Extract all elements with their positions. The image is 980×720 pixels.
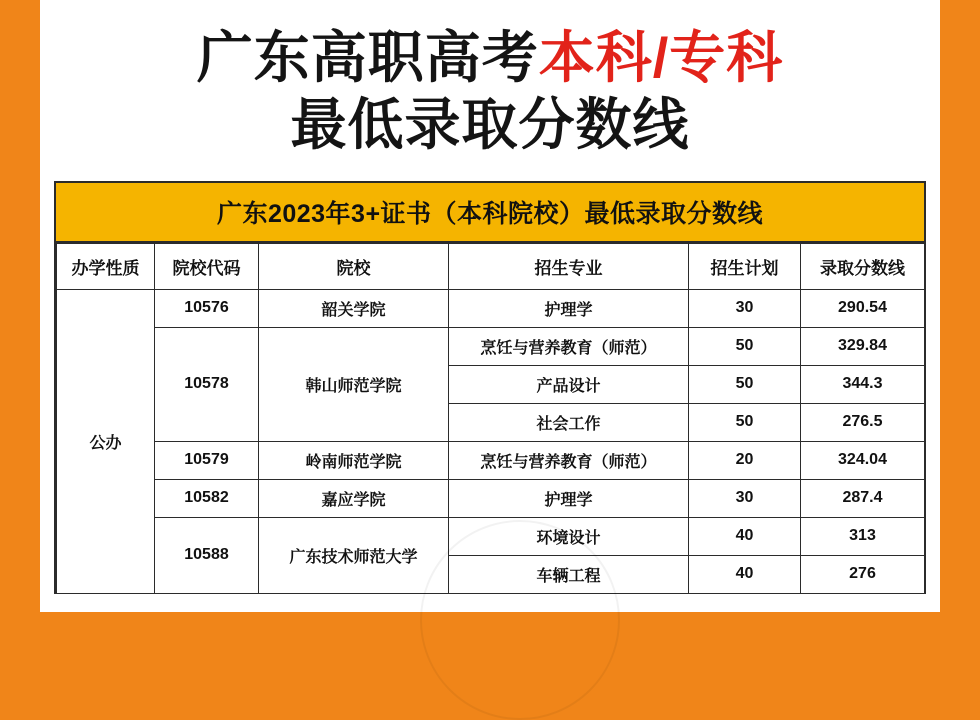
cell-code: 10578 [155, 327, 259, 441]
title-line-1 [40, 28, 940, 87]
cell-major: 社会工作 [449, 403, 689, 441]
table-caption-bar [56, 183, 924, 243]
column-header-major: 招生专业 [449, 243, 689, 289]
poster-title [40, 0, 940, 155]
table-row [57, 289, 925, 327]
cell-plan: 30 [689, 479, 801, 517]
cell-code: 10576 [155, 289, 259, 327]
cell-plan: 40 [689, 555, 801, 593]
table-row [57, 441, 925, 479]
cell-plan: 50 [689, 365, 801, 403]
cell-score: 313 [801, 517, 925, 555]
column-header-score: 录取分数线 [801, 243, 925, 289]
title-line-2: 最低录取分数线 [290, 93, 690, 157]
cell-nature: 公办 [57, 289, 155, 593]
table-row [57, 327, 925, 365]
cell-school: 韶关学院 [259, 289, 449, 327]
cell-major: 烹饪与营养教育（师范） [449, 441, 689, 479]
column-header-code: 院校代码 [155, 243, 259, 289]
table-row [57, 479, 925, 517]
title-line-1-red: 本科/专科 [538, 26, 784, 89]
cell-school: 岭南师范学院 [259, 441, 449, 479]
cell-code: 10579 [155, 441, 259, 479]
cell-school: 嘉应学院 [259, 479, 449, 517]
cell-plan: 40 [689, 517, 801, 555]
cell-score: 287.4 [801, 479, 925, 517]
cell-score: 329.84 [801, 327, 925, 365]
cell-score: 290.54 [801, 289, 925, 327]
cell-score: 324.04 [801, 441, 925, 479]
column-header-nature: 办学性质 [57, 243, 155, 289]
cell-plan: 50 [689, 403, 801, 441]
cell-code: 10582 [155, 479, 259, 517]
cell-major: 护理学 [449, 479, 689, 517]
cell-score: 276 [801, 555, 925, 593]
cell-plan: 20 [689, 441, 801, 479]
score-table [54, 181, 926, 594]
table-header-row [57, 243, 925, 289]
table-row [57, 517, 925, 555]
score-table-grid [56, 243, 925, 594]
column-header-school: 院校 [259, 243, 449, 289]
cell-major: 环境设计 [449, 517, 689, 555]
cell-school: 韩山师范学院 [259, 327, 449, 441]
poster-page [40, 0, 940, 612]
cell-score: 276.5 [801, 403, 925, 441]
cell-code: 10588 [155, 517, 259, 593]
cell-plan: 50 [689, 327, 801, 365]
cell-major: 护理学 [449, 289, 689, 327]
cell-major: 车辆工程 [449, 555, 689, 593]
table-caption: 广东2023年3+证书（本科院校）最低录取分数线 [216, 199, 764, 228]
cell-major: 烹饪与营养教育（师范） [449, 327, 689, 365]
cell-major: 产品设计 [449, 365, 689, 403]
cell-school: 广东技术师范大学 [259, 517, 449, 593]
cell-plan: 30 [689, 289, 801, 327]
column-header-plan: 招生计划 [689, 243, 801, 289]
cell-score: 344.3 [801, 365, 925, 403]
title-line-1-black: 广东高职高考 [196, 26, 539, 89]
